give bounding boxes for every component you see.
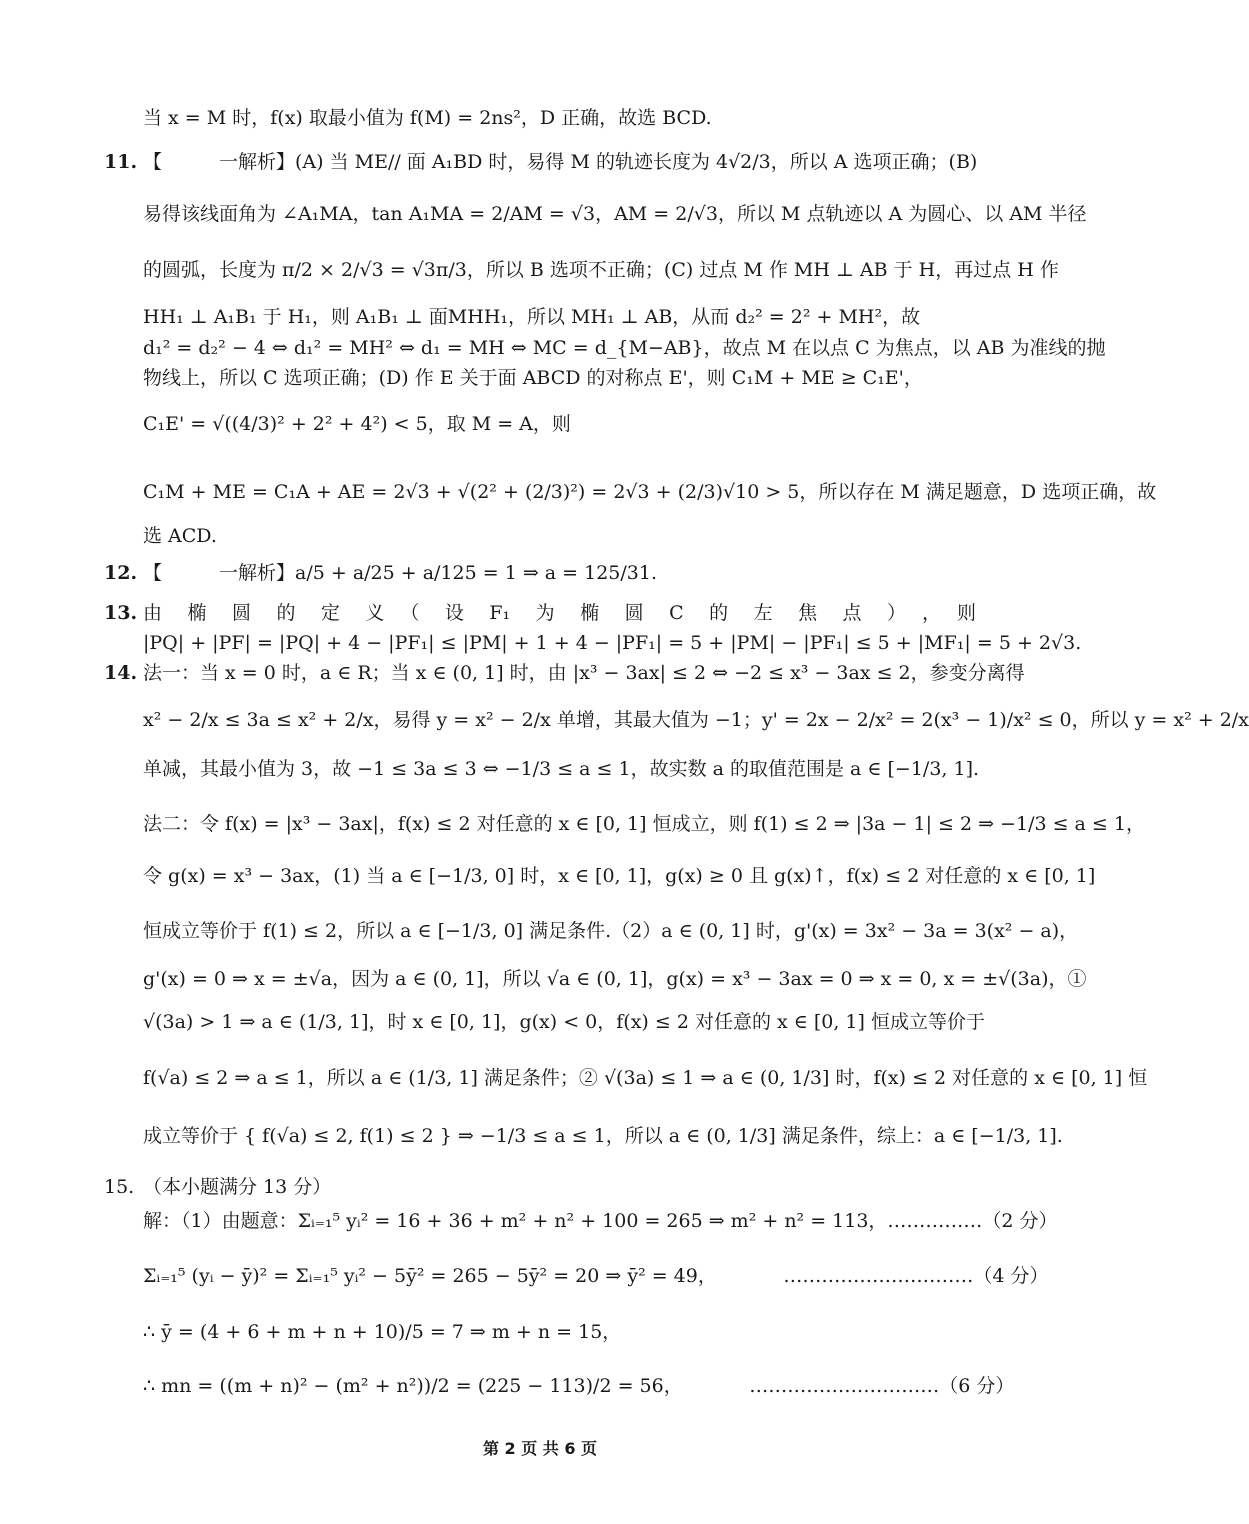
text-line: 恒成立等价于 f(1) ≤ 2，所以 a ∈ [−1/3, 0] 满足条件.（2）a ∈ (0, 1] 时，g'(x) = 3x² − 3a = 3(x² − a)， <box>143 920 1079 942</box>
text-line: f(√a) ≤ 2 ⇒ a ≤ 1，所以 a ∈ (1/3, 1] 满足条件；② √(3a) ≤ 1 ⇒ a ∈ (0, 1/3] 时，f(x) ≤ 2 对任意的 x ∈ [0, 1] 恒 <box>143 1067 1148 1089</box>
text-line: ∴ ȳ = (4 + 6 + m + n + 10)/5 = 7 ⇒ m + n = 15， <box>143 1321 622 1343</box>
text-line: 单减，其最小值为 3，故 −1 ≤ 3a ≤ 3 ⇔ −1/3 ≤ a ≤ 1，故实数 a 的取值范围是 a ∈ [−1/3, 1]. <box>143 758 980 780</box>
text-line: √(3a) > 1 ⇒ a ∈ (1/3, 1]，时 x ∈ [0, 1]，g(x) < 0，f(x) ≤ 2 对任意的 x ∈ [0, 1] 恒成立等价于 <box>143 1011 985 1033</box>
text-line: C₁M + ME = C₁A + AE = 2√3 + √(2² + (2/3)²) = 2√3 + (2/3)√10 > 5，所以存在 M 满足题意，D 选项正确，故 <box>143 481 1157 503</box>
text-line: ∴ mn = ((m + n)² − (m² + n²))/2 = (225 − 113)/2 = 56， …………………………（6 分） <box>143 1375 1015 1397</box>
page-footer: 第 2 页 共 6 页 <box>482 1439 598 1458</box>
question-number-11: 11. <box>104 151 138 173</box>
text-line: 【 一解析】(A) 当 ME// 面 A₁BD 时，易得 M 的轨迹长度为 4√2/3，所以 A 选项正确；(B) <box>143 151 978 173</box>
text-line: 物线上，所以 C 选项正确；(D) 作 E 关于面 ABCD 的对称点 E'，则 C₁M + ME ≥ C₁E'， <box>143 367 923 389</box>
text-line: HH₁ ⊥ A₁B₁ 于 H₁，则 A₁B₁ ⊥ 面MHH₁，所以 MH₁ ⊥ AB，从而 d₂² = 2² + MH²，故 <box>143 306 921 328</box>
text-line: |PQ| + |PF| = |PQ| + 4 − |PF₁| ≤ |PM| + 1 + 4 − |PF₁| = 5 + |PM| − |PF₁| ≤ 5 + |MF₁| = 5 + 2√3. <box>143 632 1082 654</box>
text-line: 易得该线面角为 ∠A₁MA，tan A₁MA = 2/AM = √3，AM = 2/√3，所以 M 点轨迹以 A 为圆心、以 AM 半径 <box>143 203 1087 225</box>
text-line: 【 一解析】a/5 + a/25 + a/125 = 1 ⇒ a = 125/31. <box>143 562 658 584</box>
text-line: 成立等价于 { f(√a) ≤ 2, f(1) ≤ 2 } ⇒ −1/3 ≤ a ≤ 1，所以 a ∈ (0, 1/3] 满足条件，综上：a ∈ [−1/3, 1]. <box>143 1125 1063 1147</box>
text-line: 选 ACD. <box>143 525 217 547</box>
text-line: 法一：当 x = 0 时，a ∈ R；当 x ∈ (0, 1] 时，由 |x³ − 3ax| ≤ 2 ⇔ −2 ≤ x³ − 3ax ≤ 2，参变分离得 <box>143 662 1025 684</box>
text-line: C₁E' = √((4/3)² + 2² + 4²) < 5，取 M = A，则 <box>143 413 571 435</box>
question-number-12: 12. <box>104 562 138 584</box>
text-line: 由 椭 圆 的 定 义 （ 设 F₁ 为 椭 圆 C 的 左 焦 点 ） ， 则 <box>143 602 976 624</box>
question-number-14: 14. <box>104 662 138 684</box>
text-line: Σᵢ₌₁⁵ (yᵢ − ȳ)² = Σᵢ₌₁⁵ yᵢ² − 5ȳ² = 265 − 5ȳ² = 20 ⇒ ȳ² = 49， …………………………（4 分） <box>143 1265 1049 1287</box>
text-line: d₁² = d₂² − 4 ⇔ d₁² = MH² ⇔ d₁ = MH ⇔ MC = d_{M−AB}，故点 M 在以点 C 为焦点，以 AB 为准线的抛 <box>143 337 1106 359</box>
text-line: g'(x) = 0 ⇒ x = ±√a，因为 a ∈ (0, 1]，所以 √a ∈ (0, 1]，g(x) = x³ − 3ax = 0 ⇒ x = 0, x = ±√(3a)，① <box>143 968 1087 990</box>
question-number-15: 15. <box>104 1176 135 1198</box>
text-line: 令 g(x) = x³ − 3ax，(1) 当 a ∈ [−1/3, 0] 时，x ∈ [0, 1]，g(x) ≥ 0 且 g(x)↑，f(x) ≤ 2 对任意的 x ∈ [0, 1] <box>143 865 1096 887</box>
text-line: （本小题满分 13 分） <box>143 1176 332 1198</box>
question-number-13: 13. <box>104 602 138 624</box>
text-line: 当 x = M 时，f(x) 取最小值为 f(M) = 2ns²，D 正确，故选 BCD. <box>143 107 712 129</box>
text-line: 的圆弧，长度为 π/2 × 2/√3 = √3π/3，所以 B 选项不正确；(C) 过点 M 作 MH ⊥ AB 于 H，再过点 H 作 <box>143 259 1059 281</box>
text-line: 解：（1）由题意：Σᵢ₌₁⁵ yᵢ² = 16 + 36 + m² + n² + 100 = 265 ⇒ m² + n² = 113，……………（2 分） <box>143 1210 1058 1232</box>
text-line: x² − 2/x ≤ 3a ≤ x² + 2/x，易得 y = x² − 2/x 单增，其最大值为 −1；y' = 2x − 2/x² = 2(x³ − 1)/x² ≤ 0，所以 y = x² + 2/x <box>143 709 1249 731</box>
text-line: 法二：令 f(x) = |x³ − 3ax|，f(x) ≤ 2 对任意的 x ∈ [0, 1] 恒成立，则 f(1) ≤ 2 ⇒ |3a − 1| ≤ 2 ⇒ −1/3 ≤ a ≤ 1， <box>143 813 1145 835</box>
